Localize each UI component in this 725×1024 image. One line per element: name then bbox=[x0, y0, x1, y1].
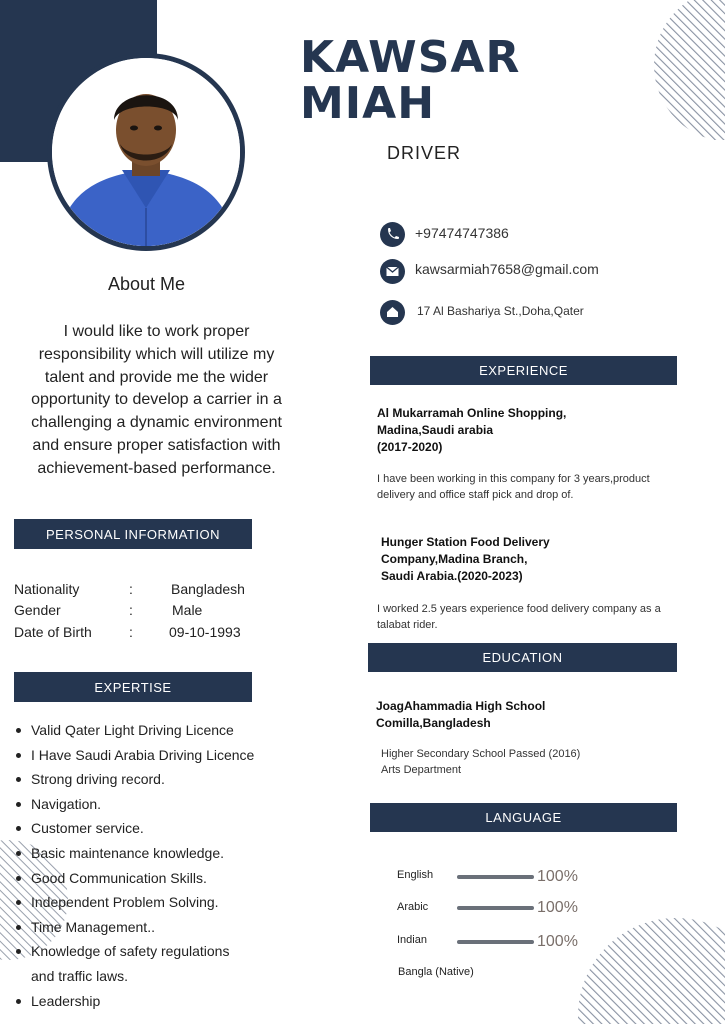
language-english-label: English bbox=[397, 869, 434, 881]
expertise-item: Leadership bbox=[14, 989, 254, 1014]
language-english-bar bbox=[457, 875, 534, 879]
about-line: and ensure proper satisfaction with bbox=[32, 436, 281, 454]
dob-label: Date of Birth bbox=[14, 624, 92, 640]
email-icon bbox=[380, 259, 405, 284]
education-degree: Higher Secondary School Passed (2016) bbox=[381, 748, 581, 760]
about-line: I would like to work proper bbox=[63, 323, 250, 340]
contact-email: kawsarmiah7658@gmail.com bbox=[415, 261, 599, 277]
language-bangla-label: Bangla (Native) bbox=[398, 966, 474, 978]
expertise-item: Navigation. bbox=[14, 792, 254, 817]
education-school bbox=[376, 698, 545, 732]
job-2-description bbox=[377, 601, 661, 633]
name-first: KAWSAR bbox=[300, 32, 521, 83]
job-2 bbox=[381, 534, 550, 585]
job-1-title-line: Madina,Saudi arabia bbox=[377, 423, 494, 437]
language-indian-bar bbox=[457, 940, 534, 944]
language-heading: LANGUAGE bbox=[370, 803, 677, 832]
job-role: DRIVER bbox=[387, 143, 462, 163]
expertise-list bbox=[14, 718, 254, 1013]
name-last: MIAH bbox=[300, 78, 436, 129]
expertise-heading: EXPERTISE bbox=[14, 672, 252, 702]
nationality-label: Nationality bbox=[14, 581, 80, 597]
person-portrait-icon bbox=[52, 58, 240, 246]
language-english-percent: 100% bbox=[537, 868, 578, 885]
language-indian-label: Indian bbox=[397, 934, 427, 946]
about-text bbox=[4, 321, 309, 481]
about-line: talent and provide me the wider bbox=[44, 368, 269, 386]
expertise-item: I Have Saudi Arabia Driving Licence bbox=[14, 743, 254, 768]
about-title: About Me bbox=[107, 274, 186, 294]
expertise-item: Independent Problem Solving. bbox=[14, 890, 254, 915]
language-arabic-bar bbox=[457, 906, 534, 910]
job-1-description bbox=[377, 471, 650, 503]
contact-phone: +97474747386 bbox=[415, 225, 509, 241]
expertise-item: Customer service. bbox=[14, 816, 254, 841]
job-1 bbox=[377, 405, 566, 456]
language-indian-percent: 100% bbox=[537, 933, 578, 950]
expertise-item: Basic maintenance knowledge. bbox=[14, 841, 254, 866]
dob-value: 09-10-1993 bbox=[169, 624, 241, 640]
job-2-desc-line: talabat rider. bbox=[377, 619, 438, 631]
gender-value: Male bbox=[172, 602, 203, 618]
expertise-item: Valid Qater Light Driving Licence bbox=[14, 718, 254, 743]
expertise-item: Knowledge of safety regulations bbox=[14, 939, 254, 964]
language-arabic-percent: 100% bbox=[537, 899, 578, 916]
job-2-title-line: Company,Madina Branch, bbox=[381, 552, 528, 566]
about-line: achievement-based performance. bbox=[37, 459, 276, 477]
dob-sep: : bbox=[129, 624, 133, 640]
education-heading: EDUCATION bbox=[368, 643, 677, 672]
profile-photo bbox=[52, 58, 240, 246]
expertise-item: Strong driving record. bbox=[14, 767, 254, 792]
job-1-desc-line: I have been working in this company for 3 years,product bbox=[377, 473, 650, 485]
expertise-item: Time Management.. bbox=[14, 915, 254, 940]
about-line: challenging a dynamic environment bbox=[31, 414, 282, 432]
language-arabic-label: Arabic bbox=[397, 901, 429, 913]
job-1-desc-line: delivery and office staff pick and drop of. bbox=[377, 489, 574, 501]
gender-label: Gender bbox=[14, 602, 61, 618]
job-1-title-line: Al Mukarramah Online Shopping, bbox=[377, 406, 567, 420]
education-department: Arts Department bbox=[381, 764, 462, 776]
expertise-item: Good Communication Skills. bbox=[14, 866, 254, 891]
about-line: opportunity to develop a carrier in a bbox=[31, 391, 282, 409]
hatched-circle-bottom-right bbox=[578, 916, 725, 1024]
school-location: Comilla,Bangladesh bbox=[376, 716, 491, 730]
profile-photo-frame bbox=[47, 53, 245, 251]
about-line: responsibility which will utilize my bbox=[38, 345, 275, 363]
nationality-value: Bangladesh bbox=[171, 581, 245, 597]
location-icon bbox=[380, 300, 405, 325]
job-2-title-line: Hunger Station Food Delivery bbox=[381, 535, 550, 549]
experience-heading: EXPERIENCE bbox=[370, 356, 677, 385]
contact-address: 17 Al Bashariya St.,Doha,Qater bbox=[417, 304, 584, 318]
education-details bbox=[381, 746, 580, 778]
personal-info-heading: PERSONAL INFORMATION bbox=[14, 519, 252, 549]
school-name: JoagAhammadia High School bbox=[376, 699, 546, 713]
phone-icon bbox=[380, 222, 405, 247]
hatched-circle-top-right bbox=[651, 0, 725, 140]
job-2-desc-line: I worked 2.5 years experience food delivery company as a bbox=[377, 603, 661, 615]
nationality-sep: : bbox=[129, 581, 133, 597]
job-2-period: Saudi Arabia.(2020-2023) bbox=[381, 569, 523, 583]
gender-sep: : bbox=[129, 602, 133, 618]
job-1-period: (2017-2020) bbox=[377, 440, 443, 454]
expertise-item-continuation: and traffic laws. bbox=[31, 967, 129, 984]
